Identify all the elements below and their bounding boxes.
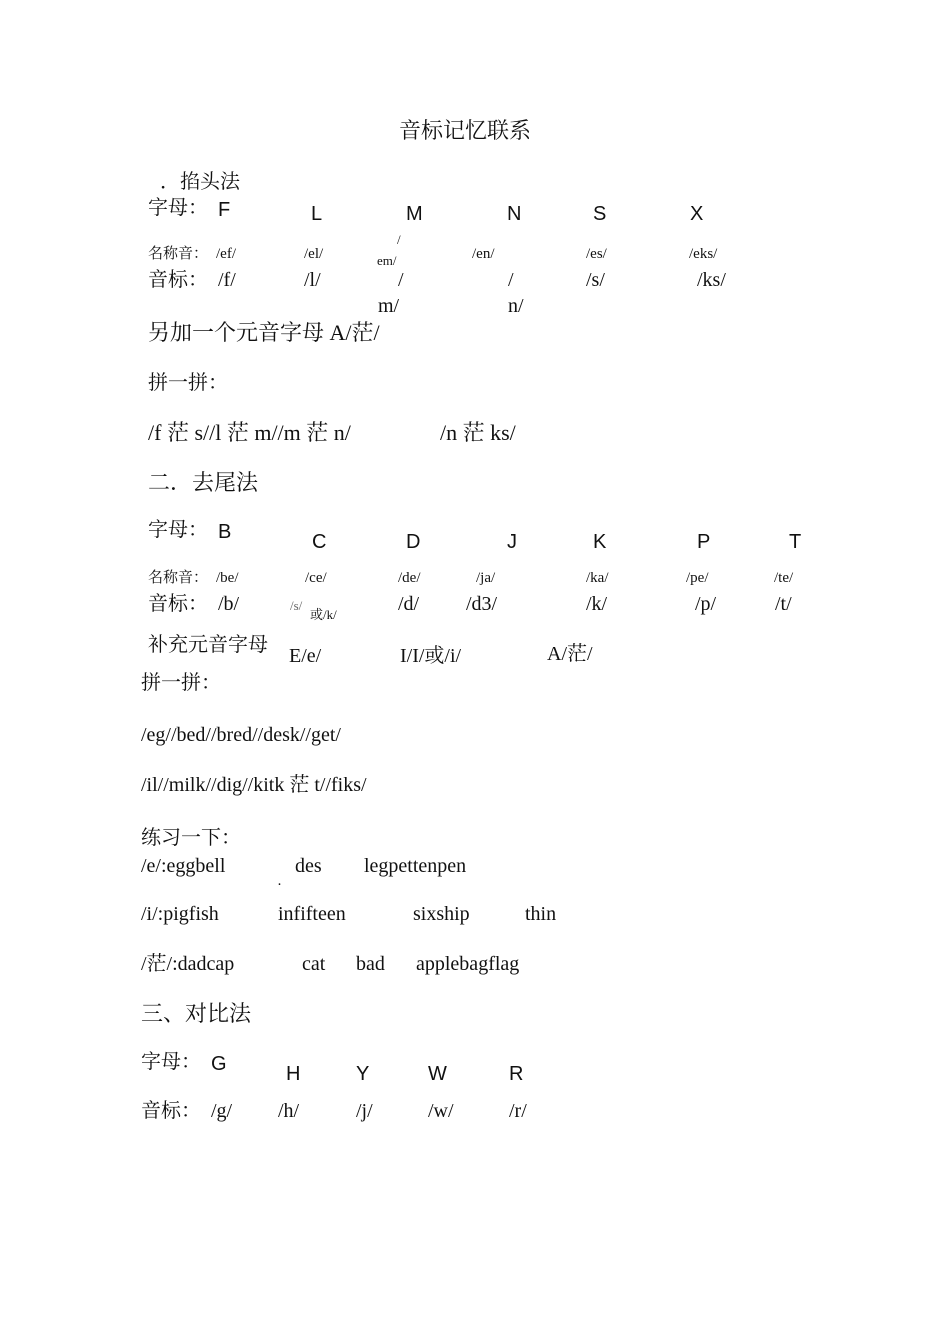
practice-dot: · — [277, 877, 282, 893]
section1-phonetic-clipped: n/ — [508, 295, 524, 317]
section1-pin-label: 拼一拼： — [148, 372, 228, 394]
section2-phonetic: /b/ — [218, 593, 240, 615]
section3-phonetic: /j/ — [356, 1100, 373, 1122]
section3-letter: G — [211, 1053, 227, 1075]
section2-phonetic: /k/ — [586, 593, 608, 615]
section2-pin-label: 拼一拼： — [141, 672, 221, 694]
section2-name-label: 名称音： — [148, 570, 209, 586]
section2-phonetic: /t/ — [775, 593, 792, 615]
section2-supplement: A/茫/ — [547, 643, 593, 665]
section2-phonetic: /d3/ — [466, 593, 498, 615]
section1-phonetic: /ks/ — [697, 269, 726, 291]
section2-name: /pe/ — [686, 570, 709, 586]
section1-letter: F — [218, 199, 231, 221]
section1-phonetic: /f/ — [218, 269, 236, 291]
section2-name: /ka/ — [586, 570, 609, 586]
section2-letter: B — [218, 521, 232, 543]
section1-letter: M — [406, 203, 423, 225]
section1-name-label: 名称音： — [148, 246, 209, 262]
section2-pin-line: /il//milk//dig//kitk 茫 t//fiks/ — [141, 774, 367, 796]
section2-letter: C — [312, 531, 327, 553]
section2-supplement: I/I/或/i/ — [400, 645, 462, 667]
section3-letters-label: 字母： — [141, 1051, 201, 1073]
practice-label: 练习一下： — [141, 827, 241, 849]
section2-name: /be/ — [216, 570, 239, 586]
section1-phonetic: /l/ — [304, 269, 321, 291]
section2-phonetic-label: 音标： — [148, 593, 208, 615]
section1-phonetic: /s/ — [586, 269, 605, 291]
practice-word: /茫/:dadcap — [141, 953, 235, 975]
section1-phonetic-label: 音标： — [148, 269, 208, 291]
section2-name: /te/ — [774, 570, 794, 586]
section1-name: /en/ — [472, 246, 495, 262]
section3-phonetic: /w/ — [428, 1100, 454, 1122]
section2-letter: T — [789, 531, 802, 553]
section2-letters-label: 字母： — [148, 519, 208, 541]
section1-heading: ．掐头法 — [160, 171, 240, 193]
section2-phonetic-small: /s/ — [290, 598, 303, 613]
section2-name: /ce/ — [305, 570, 327, 586]
section1-pin-line: /n 茫 ks/ — [440, 420, 516, 445]
section3-letter: Y — [356, 1063, 370, 1085]
section2-pin-line: /eg//bed//bred//desk//get/ — [141, 724, 341, 746]
section2-name: /ja/ — [476, 570, 496, 586]
section2-letter: J — [507, 531, 517, 553]
section2-supplement-label: 补充元音字母 — [148, 634, 268, 656]
practice-word: applebagflag — [416, 953, 520, 975]
practice-word: legpettenpen — [364, 855, 467, 877]
section1-letter: S — [593, 203, 607, 225]
section3-letter: W — [428, 1063, 447, 1085]
section2-phonetic: /d/ — [398, 593, 420, 615]
section1-phonetic: / — [398, 269, 404, 291]
section2-letter: P — [697, 531, 711, 553]
section1-name: em/ — [377, 253, 397, 268]
section3-letter: R — [509, 1063, 524, 1085]
section3-phonetic-label: 音标： — [141, 1100, 201, 1122]
section1-phonetic: / — [508, 269, 514, 291]
section1-letter: X — [690, 203, 704, 225]
section1-name: /el/ — [304, 246, 324, 262]
section2-letter: K — [593, 531, 607, 553]
practice-word: sixship — [413, 903, 470, 925]
section1-letters-label: 字母： — [148, 197, 208, 219]
section3-heading: 三、对比法 — [141, 1001, 252, 1026]
section2-heading: 二．去尾法 — [148, 470, 259, 495]
section2-phonetic-small: 或/k/ — [310, 607, 337, 622]
section2-phonetic: /p/ — [695, 593, 717, 615]
practice-word: cat — [302, 953, 326, 975]
practice-word: bad — [356, 953, 385, 975]
section3-phonetic: /r/ — [509, 1100, 527, 1122]
section1-name: /es/ — [586, 246, 607, 262]
practice-word: /e/:eggbell — [141, 855, 226, 877]
section1-name: / — [397, 232, 401, 247]
section1-name: /eks/ — [689, 246, 718, 262]
section2-letter: D — [406, 531, 421, 553]
section2-name: /de/ — [398, 570, 421, 586]
section3-phonetic: /g/ — [211, 1100, 233, 1122]
section1-phonetic-clipped: m/ — [378, 295, 400, 317]
section1-extra-vowel: 另加一个元音字母 A/茫/ — [148, 320, 380, 345]
section1-pin-line: /f 茫 s//l 茫 m//m 茫 n/ — [148, 420, 351, 445]
document-title: 音标记忆联系 — [399, 118, 532, 143]
section3-letter: H — [286, 1063, 301, 1085]
section1-letter: L — [311, 203, 323, 225]
section1-letter: N — [507, 203, 522, 225]
section3-phonetic: /h/ — [278, 1100, 300, 1122]
practice-word: thin — [525, 903, 557, 925]
practice-word: des — [295, 855, 322, 877]
practice-word: infifteen — [278, 903, 346, 925]
section2-supplement: E/e/ — [289, 645, 322, 667]
practice-word: /i/:pigfish — [141, 903, 219, 925]
section1-name: /ef/ — [216, 246, 236, 262]
